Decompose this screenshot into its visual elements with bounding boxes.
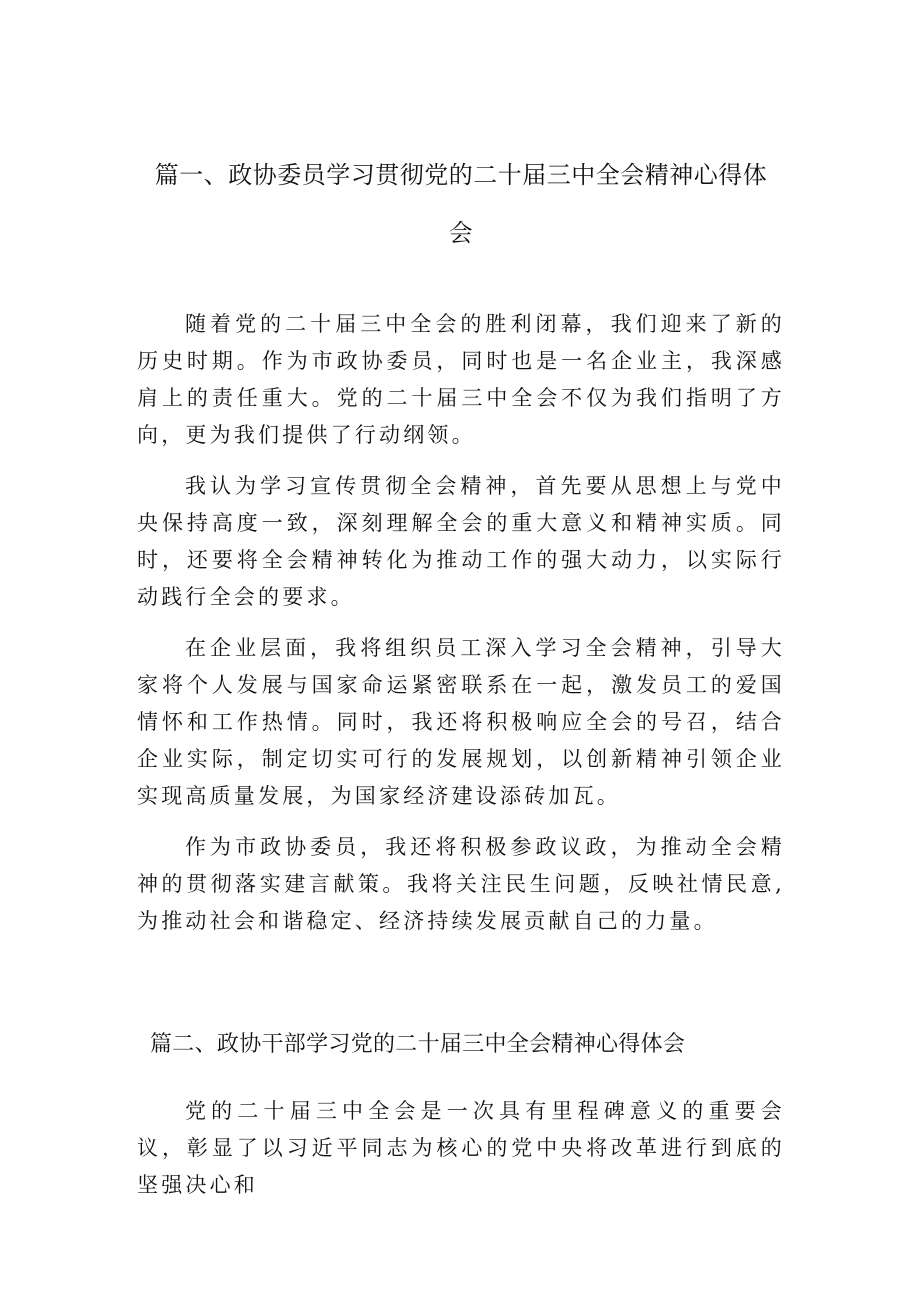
section1-title-line1: 篇一、政协委员学习贯彻党的二十届三中全会精神心得体 — [154, 161, 768, 189]
section1-paragraph-1: 随着党的二十届三中全会的胜利闭幕，我们迎来了新的历史时期。作为市政协委员，同时也是一名企业主，我深感肩上的责任重大。党的二十届三中全会不仅为我们指明了方向，更为我们提供了行动纲领。 — [137, 312, 785, 447]
section2-title: 篇二、政协干部学习党的二十届三中全会精神心得体会 — [150, 1032, 686, 1057]
section1-paragraph-3: 在企业层面，我将组织员工深入学习全会精神，引导大家将个人发展与国家命运紧密联系在一起，激发员工的爱国情怀和工作热情。同时，我还将积极响应全会的号召，结合企业实际，制定切实可行的发展规划，以创新精神引领企业实现高质量发展，为国家经济建设添砖加瓦。 — [137, 636, 785, 808]
section1-paragraph-4: 作为市政协委员，我还将积极参政议政，为推动全会精神的贯彻落实建言献策。我将关注民生问题，反映社情民意,为推动社会和谐稳定、经济持续发展贡献自己的力量。 — [137, 835, 785, 933]
section1-paragraph-2: 我认为学习宣传贯彻全会精神，首先要从思想上与党中央保持高度一致，深刻理解全会的重大意义和精神实质。同时，还要将全会精神转化为推动工作的强大动力，以实际行动践行全会的要求。 — [137, 474, 785, 609]
section2-paragraph-1: 党的二十届三中全会是一次具有里程碑意义的重要会议，彰显了以习近平同志为核心的党中央将改革进行到底的坚强决心和 — [137, 1099, 785, 1197]
section1-title — [137, 146, 785, 262]
section1-body — [137, 306, 785, 954]
section1-title-line2: 会 — [448, 219, 474, 247]
section2-body — [137, 1093, 785, 1218]
